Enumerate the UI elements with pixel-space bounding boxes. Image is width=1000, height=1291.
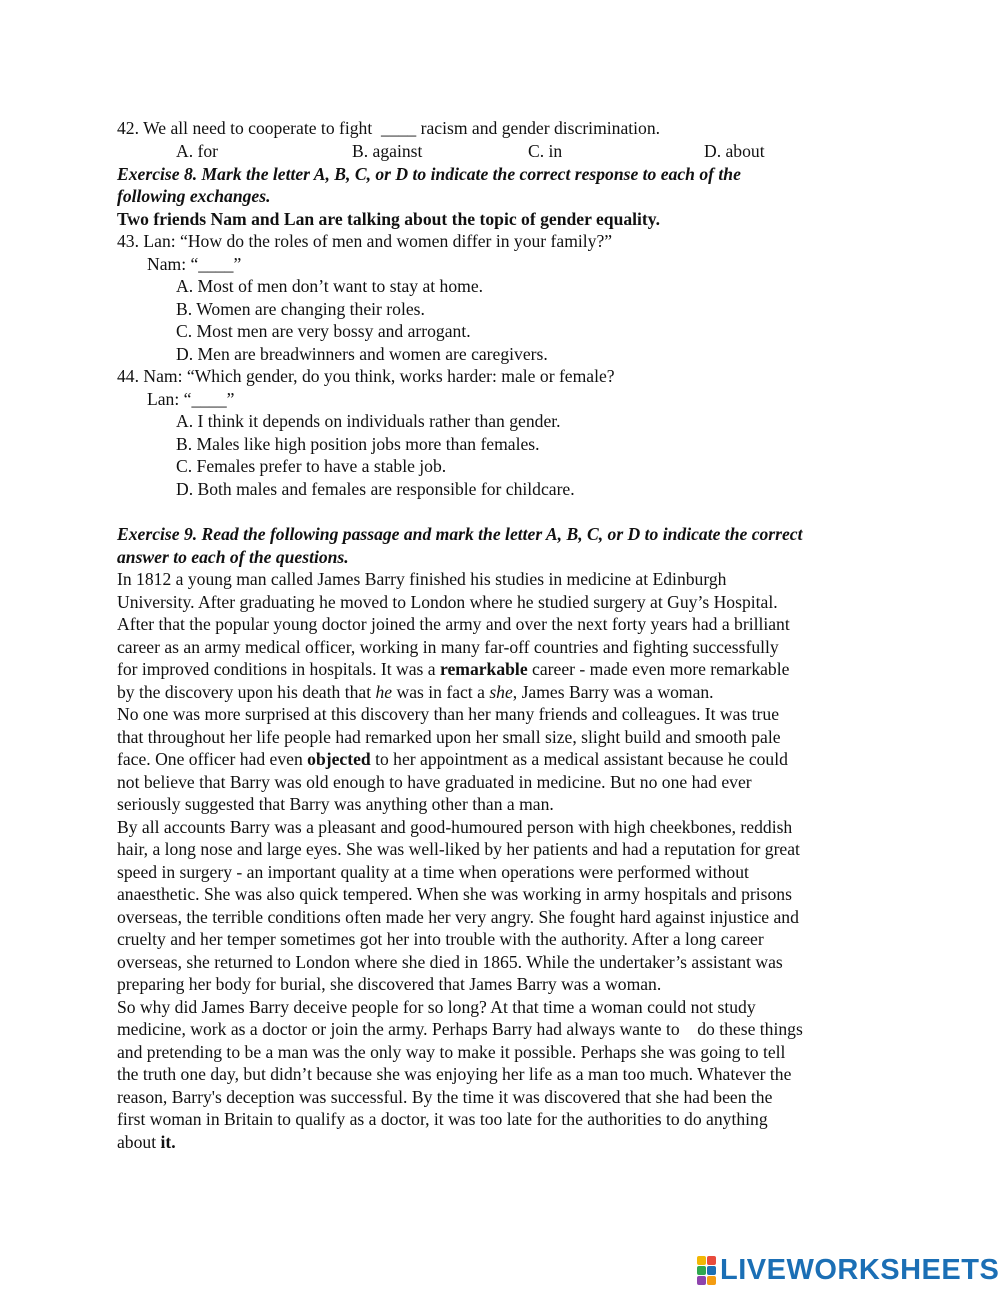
passage-line: After that the popular young doctor joined the army and over the next forty years had a brilliant [117,614,790,634]
passage-text: about [117,1132,161,1152]
passage-line: So why did James Barry deceive people for so long? At that time a woman could not study [117,997,756,1017]
exercise-8-title-line2: following exchanges. [117,186,271,206]
passage-text: face. One officer had even [117,749,308,769]
passage-text: by the discovery upon his death that [117,682,376,702]
logo-text: LIVEWORKSHEETS [720,1253,1000,1286]
exercise-8-context: Two friends Nam and Lan are talking about the topic of gender equality. [117,209,661,229]
passage-line: No one was more surprised at this discovery than her many friends and colleagues. It was true [117,704,780,724]
passage-line [117,1131,176,1153]
passage-line: and pretending to be a man was the only way to make it possible. Perhaps she was going to tell [117,1042,786,1062]
q43-reply: Nam: “____” [147,254,242,274]
passage-line: anaesthetic. She was also quick tempered. When she was working in army hospitals and prisons [117,884,792,904]
passage-line: overseas, the terrible conditions often made her very angry. She fought hard against injustice and [117,907,799,927]
q42-option-c[interactable]: C. in [528,141,563,161]
italic-he: he [375,682,393,702]
passage-line: career as an army medical officer, working in many far-off countries and fighting successfully [117,637,779,657]
passage-line [117,681,714,703]
q44-stem: 44. Nam: “Which gender, do you think, works harder: male or female? [117,366,615,386]
passage-line: In 1812 a young man called James Barry finished his studies in medicine at Edinburgh [117,569,727,589]
passage-line: reason, Barry's deception was successful. By the time it was discovered that she had been the [117,1087,773,1107]
passage-line: the truth one day, but didn’t because she was enjoying her life as a man too much. Whatever the [117,1064,792,1084]
logo-square [697,1256,706,1265]
keyword-remarkable: remarkable [440,659,528,679]
q44-option-b[interactable]: B. Males like high position jobs more than females. [176,434,540,454]
exercise-8-title-line1: Exercise 8. Mark the letter A, B, C, or D to indicate the correct response to each of the [117,164,741,184]
passage-line: By all accounts Barry was a pleasant and good-humoured person with high cheekbones, reddish [117,817,793,837]
passage-line: hair, a long nose and large eyes. She was well-liked by her patients and had a reputation for great [117,839,800,859]
q42-option-d[interactable]: D. about [704,141,765,161]
logo-square [697,1276,706,1285]
exercise-9-title-line2: answer to each of the questions. [117,547,349,567]
passage-line: preparing her body for burial, she discovered that James Barry was a woman. [117,974,662,994]
liveworksheets-logo[interactable] [697,1255,999,1285]
passage-line: medicine, work as a doctor or join the army. Perhaps Barry had always wante to do these things [117,1019,803,1039]
q44-option-c[interactable]: C. Females prefer to have a stable job. [176,456,447,476]
q42-option-b[interactable]: B. against [352,141,423,161]
logo-square [697,1266,706,1275]
keyword-it: it. [160,1132,176,1152]
passage-line: first woman in Britain to qualify as a doctor, it was too late for the authorities to do anything [117,1109,768,1129]
q43-stem: 43. Lan: “How do the roles of men and women differ in your family?” [117,231,613,251]
italic-she: she [489,682,513,702]
logo-square [707,1266,716,1275]
q43-option-d[interactable]: D. Men are breadwinners and women are caregivers. [176,344,548,364]
passage-line: not believe that Barry was old enough to have graduated in medicine. But no one had ever [117,772,752,792]
logo-square [707,1256,716,1265]
q44-reply: Lan: “____” [147,389,235,409]
keyword-objected: objected [307,749,371,769]
logo-square [707,1276,716,1285]
passage-text: to her appointment as a medical assistant because he could [370,749,788,769]
passage-line: seriously suggested that Barry was anything other than a man. [117,794,554,814]
q44-option-d[interactable]: D. Both males and females are responsible for childcare. [176,479,575,499]
passage-text: career - made even more remarkable [527,659,790,679]
passage-line: overseas, she returned to London where she died in 1865. While the undertaker’s assistant was [117,952,783,972]
passage-line: speed in surgery - an important quality at a time when operations were performed without [117,862,749,882]
q42-stem: 42. We all need to cooperate to fight ____ racism and gender discrimination. [117,118,661,138]
passage-line [117,748,788,770]
q43-option-c[interactable]: C. Most men are very bossy and arrogant. [176,321,471,341]
passage-line [117,658,789,680]
q42-option-a[interactable]: A. for [176,141,219,161]
exercise-9-title-line1: Exercise 9. Read the following passage and mark the letter A, B, C, or D to indicate the correct [117,524,803,544]
passage-line: cruelty and her temper sometimes got her into trouble with the authority. After a long career [117,929,764,949]
passage-text: , James Barry was a woman. [512,682,714,702]
q43-option-b[interactable]: B. Women are changing their roles. [176,299,425,319]
liveworksheets-logo-icon [697,1256,716,1285]
passage-line: that throughout her life people had remarked upon her small size, slight build and smooth pale [117,727,781,747]
passage-line: University. After graduating he moved to London where he studied surgery at Guy’s Hospital. [117,592,778,612]
passage-text: for improved conditions in hospitals. It was a [117,659,440,679]
q44-option-a[interactable]: A. I think it depends on individuals rather than gender. [176,411,561,431]
passage-text: was in fact a [392,682,490,702]
q43-option-a[interactable]: A. Most of men don’t want to stay at home. [176,276,484,296]
